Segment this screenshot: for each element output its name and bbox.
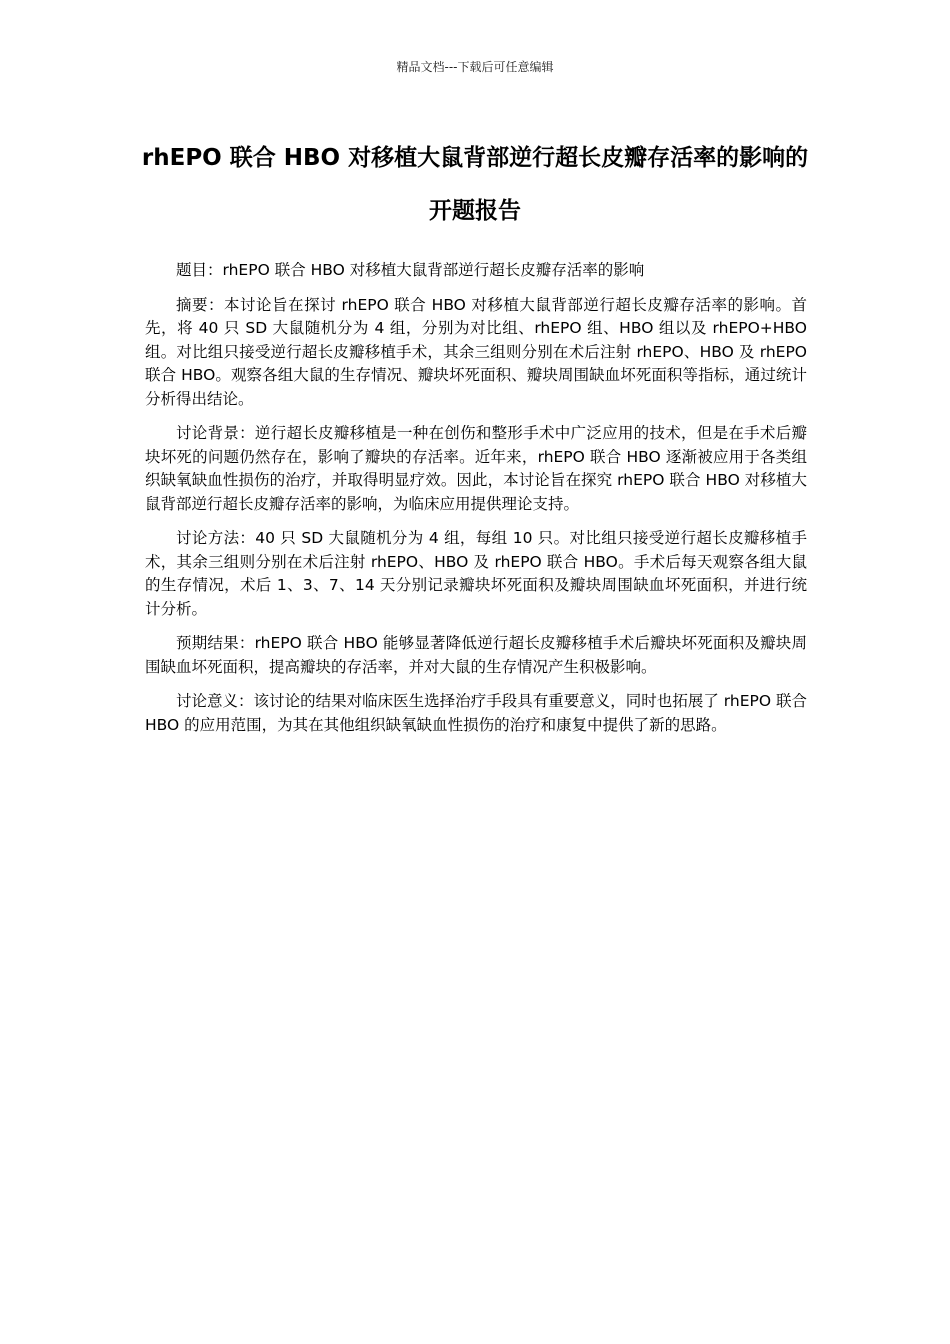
page-header-note: 精品文档---下载后可任意编辑 [396,60,554,74]
paragraph-topic: 题目：rhEPO 联合 HBO 对移植大鼠背部逆行超长皮瓣存活率的影响 [176,261,645,279]
paragraph-methods: 讨论方法：40 只 SD 大鼠随机分为 4 组，每组 10 只。对比组只接受逆行超长皮瓣移植手术，其余三组则分别在术后注射 rhEPO、HBO 及 rhEPO 联合 HBO。手术后每天观察各组大鼠的生存情况，术后 1、3、7、14 天分别记录瓣块坏死面积及瓣块周围缺血坏死面积，并进行统计分析。 [145,529,807,618]
paragraph-background: 讨论背景：逆行超长皮瓣移植是一种在创伤和整形手术中广泛应用的技术，但是在手术后瓣块坏死的问题仍然存在，影响了瓣块的存活率。近年来，rhEPO 联合 HBO 逐渐被应用于各类组织缺氧缺血性损伤的治疗，并取得明显疗效。因此，本讨论旨在探究 rhEPO 联合 HBO 对移植大鼠背部逆行超长皮瓣存活率的影响，为临床应用提供理论支持。 [145,424,807,513]
paragraph-abstract: 摘要：本讨论旨在探讨 rhEPO 联合 HBO 对移植大鼠背部逆行超长皮瓣存活率的影响。首先，将 40 只 SD 大鼠随机分为 4 组，分别为对比组、rhEPO 组、HBO 组以及 rhEPO+HBO 组。对比组只接受逆行超长皮瓣移植手术，其余三组则分别在术后注射 rhEPO、HBO 及 rhEPO 联合 HBO。观察各组大鼠的生存情况、瓣块坏死面积、瓣块周围缺血坏死面积等指标，通过统计分析得出结论。 [145,295,807,408]
paragraph-expected-results: 预期结果：rhEPO 联合 HBO 能够显著降低逆行超长皮瓣移植手术后瓣块坏死面积及瓣块周围缺血坏死面积，提高瓣块的存活率，并对大鼠的生存情况产生积极影响。 [145,634,807,676]
paragraph-significance: 讨论意义：该讨论的结果对临床医生选择治疗手段具有重要意义，同时也拓展了 rhEPO 联合 HBO 的应用范围，为其在其他组织缺氧缺血性损伤的治疗和康复中提供了新的思路。 [145,692,807,734]
document-title: rhEPO 联合 HBO 对移植大鼠背部逆行超长皮瓣存活率的影响的开题报告 [141,145,809,224]
document-body [145,259,807,748]
